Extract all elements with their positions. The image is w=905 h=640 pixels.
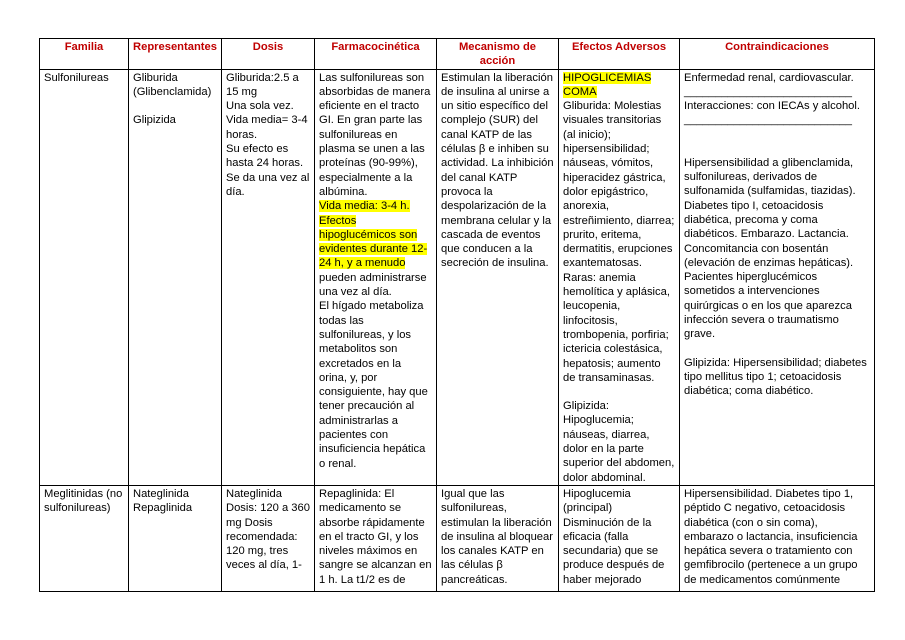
cell-efectos: Hipoglucemia (principal) Disminución de la eficacia (falla secundaria) que se produce después de haber mejorado	[559, 485, 680, 591]
cell-dosis	[222, 69, 315, 485]
cell-representantes	[129, 69, 222, 485]
dosis-line: Gliburida:2.5 a 15 mg	[226, 71, 299, 98]
representante-item: Nateglinida	[133, 487, 189, 500]
cell-familia: Meglitinidas (no sulfonilureas)	[40, 485, 129, 591]
dosis-line: Su efecto es hasta 24 horas.	[226, 143, 304, 170]
contra-text: Hipersensibilidad a glibenclamida, sulfonilureas, derivados de sulfonamida (sulfamidas, tiazidas). Diabetes tipo I, cetoacidosis diabética, precoma y coma diabéticos. Embarazo. Lactancia. Concomitancia con bosentán (elevación de enzimas hepáticas). Pacientes hiperglucémicos sometidos a intervenciones quirúrgicas o en los que aparezca infección severa o traumatismo grave.	[684, 156, 856, 341]
table-row	[40, 69, 875, 485]
drug-table	[39, 38, 875, 592]
cell-mecanismo: Estimulan la liberación de insulina al unirse a un sitio específico del complejo (SUR) del canal KATP de las células β e inhiben su actividad. La inhibición del canal KATP provoca la despolarización de la membrana celular y la cascada de eventos que conducen a la secreción de insulina.	[437, 69, 559, 485]
separator-line: ___________________________	[684, 114, 852, 127]
dosis-line: Una sola vez.	[226, 100, 294, 113]
representante-item: Glipizida	[133, 114, 176, 127]
header-representantes: Representantes	[129, 39, 222, 70]
header-contraindicaciones: Contraindicaciones	[680, 39, 875, 70]
cell-contraindicaciones: Hipersensibilidad. Diabetes tipo 1, péptido C negativo, cetoacidosis diabética (con o sin coma), embarazo o lactancia, insuficiencia hepática severa o tratamiento con gemfibrocilo (pertenece a un grupo de medicamentos comúnmente	[680, 485, 875, 591]
representante-item: Gliburida (Glibenclamida)	[133, 71, 212, 98]
header-dosis: Dosis	[222, 39, 315, 70]
dosis-line: Se da una vez al día.	[226, 171, 310, 198]
efectos-text: Glipizida: Hipoglucemia; náuseas, diarrea, dolor en la parte superior del abdomen, dolor abdominal.	[563, 400, 675, 484]
header-familia: Familia	[40, 39, 129, 70]
header-farmacocinetica: Farmacocinética	[315, 39, 437, 70]
contra-text: Interacciones: con IECAs y alcohol.	[684, 100, 860, 113]
contra-text: Glipizida: Hipersensibilidad; diabetes tipo mellitus tipo 1; cetoacidosis diabética; coma diabético.	[684, 356, 867, 398]
table-row	[40, 485, 875, 591]
cell-familia: Sulfonilureas	[40, 69, 129, 485]
cell-contraindicaciones	[680, 69, 875, 485]
cell-farmacocinetica: Repaglinida: El medicamento se absorbe rápidamente en el tracto GI, y los niveles máximos en sangre se alcanzan en 1 h. La t1/2 es de	[315, 485, 437, 591]
farmaco-highlight: Vida media: 3-4 h. Efectos hipoglucémicos son evidentes durante 12-24 h, y a menudo	[319, 200, 428, 270]
farmaco-text: El hígado metaboliza todas las sulfonilureas, y los metabolitos son excretados en la orina, y, por consiguiente, hay que tener precaución al administrarlas a pacientes con insuficiencia hepática o renal.	[319, 300, 428, 470]
header-mecanismo: Mecanismo de acción	[437, 39, 559, 70]
cell-mecanismo: Igual que las sulfonilureas, estimulan la liberación de insulina al bloquear los canales KATP en las células β pancreáticas.	[437, 485, 559, 591]
farmaco-text: Las sulfonilureas son absorbidas de manera eficiente en el tracto GI. En gran parte las sulfonilureas en plasma se unen a las proteínas (90-99%), especialmente a la albúmina.	[319, 71, 431, 198]
representante-item: Repaglinida	[133, 502, 193, 515]
efectos-text: Gliburida: Molestias visuales transitorias (al inicio); hipersensibilidad; náuseas, vómitos, hiperacidez gástrica, dolor epigástrico, anorexia, estreñimiento, diarrea; prurito, eritema, dermatitis, erupciones exantematosas. Raras: anemia hemolítica y aplásica, leucopenia, linfocitosis, trombopenia, porfiria; ictericia colestásica, hepatosis; aumento de transaminasas.	[563, 100, 675, 384]
contra-text: Enfermedad renal, cardiovascular.	[684, 71, 854, 84]
cell-efectos	[559, 69, 680, 485]
dosis-line: Vida media= 3-4 horas.	[226, 114, 308, 141]
efectos-highlight: HIPOGLICEMIAS COMA	[563, 71, 652, 98]
cell-representantes	[129, 485, 222, 591]
farmaco-text: pueden administrarse una vez al día.	[319, 271, 427, 299]
separator-line: ___________________________	[684, 85, 852, 98]
cell-dosis: Nateglinida Dosis: 120 a 360 mg Dosis recomendada: 120 mg, tres veces al día, 1-	[222, 485, 315, 591]
header-efectos: Efectos Adversos	[559, 39, 680, 70]
cell-farmacocinetica	[315, 69, 437, 485]
header-row	[40, 39, 875, 70]
